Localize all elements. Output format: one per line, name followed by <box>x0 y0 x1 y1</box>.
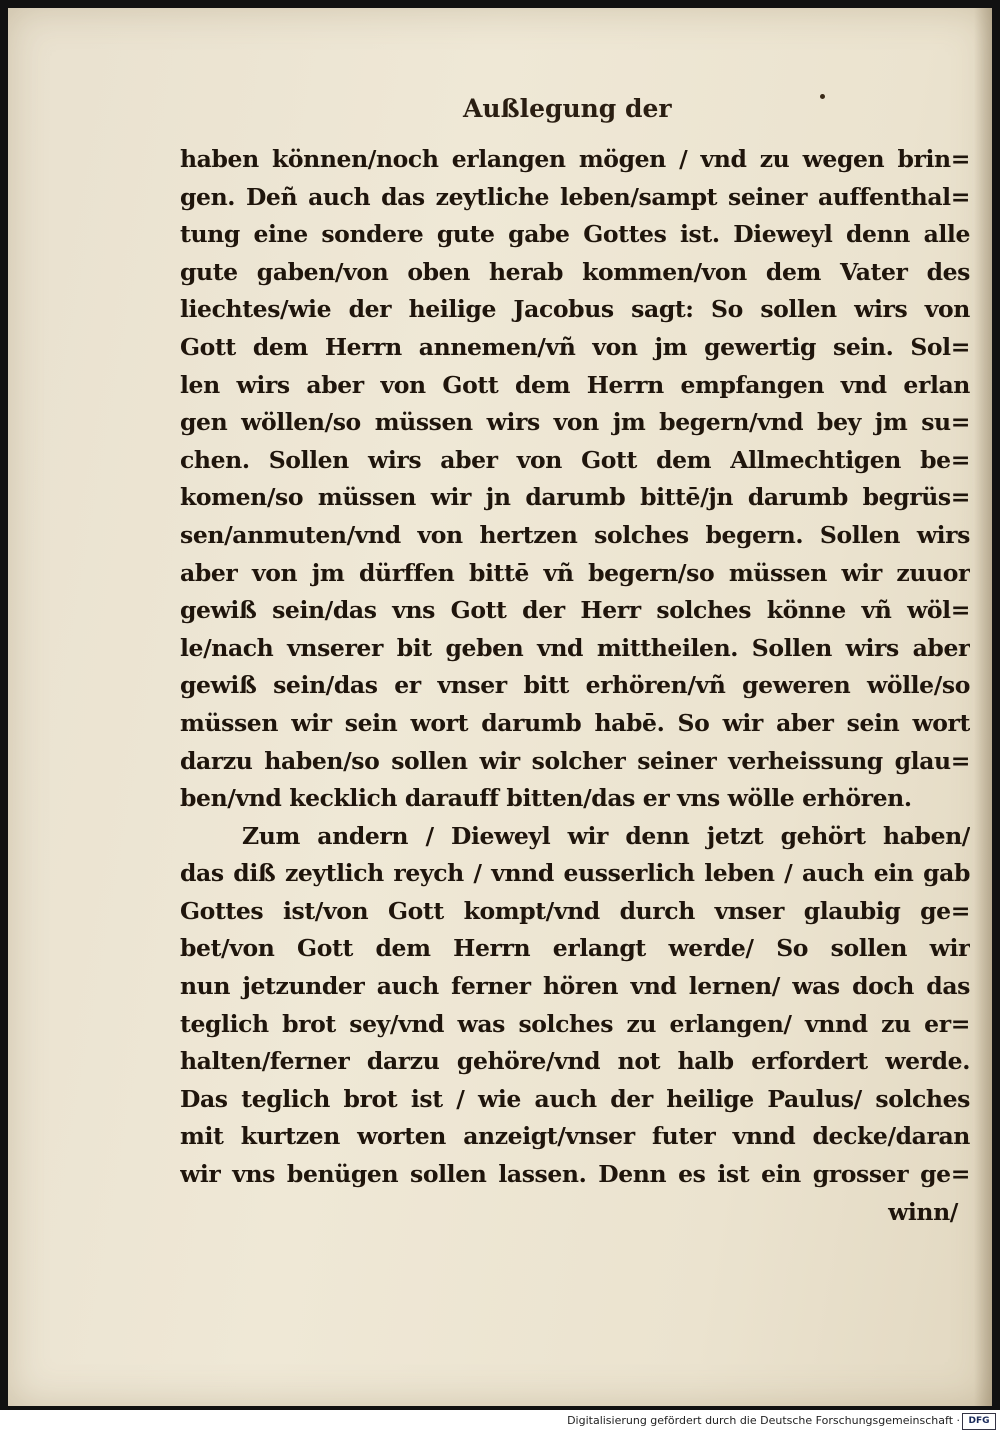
text-line: komen/so müssen wir jn darumb bittē/jn darumb begrüs= <box>180 483 970 512</box>
text-line: le/nach vnserer bit geben vnd mittheilen. Sollen wirs aber <box>180 633 970 662</box>
book-page <box>8 8 992 1406</box>
text-line: gen wöllen/so müssen wirs von jm begern/vnd bey jm su= <box>180 408 970 437</box>
digitization-footer <box>0 1410 1000 1433</box>
text-line: teglich brot sey/vnd was solches zu erlangen/ vnnd zu er= <box>180 1009 970 1038</box>
text-line: liechtes/wie der heilige Jacobus sagt: So sollen wirs von <box>180 295 970 324</box>
text-line: bet/von Gott dem Herrn erlangt werde/ So sollen wir <box>180 934 970 963</box>
funding-credit: Digitalisierung gefördert durch die Deutsche Forschungsgemeinschaft · <box>567 1414 960 1427</box>
text-line: gute gaben/von oben herab kommen/von dem Vater des <box>180 257 970 286</box>
text-line: gen. Deñ auch das zeytliche leben/sampt seiner auffenthal= <box>180 182 970 211</box>
text-line: Das teglich brot ist / wie auch der heilige Paulus/ solches <box>180 1084 970 1113</box>
running-head: Außlegung der <box>463 94 672 123</box>
text-line: das diß zeytlich reych / vnnd eusserlich leben / auch ein gab <box>180 859 970 888</box>
text-line: haben können/noch erlangen mögen / vnd zu wegen brin= <box>180 145 970 173</box>
paragraph-start-line: Zum andern / Dieweyl wir denn jetzt gehört haben/ <box>242 821 970 850</box>
text-line: nun jetzunder auch ferner hören vnd lernen/ was doch das <box>180 972 970 1001</box>
body-text <box>180 141 970 1231</box>
text-line: ben/vnd kecklich darauff bitten/das er vns wölle erhören. <box>180 784 912 813</box>
ink-speck <box>820 94 825 99</box>
text-line: len wirs aber von Gott dem Herrn empfangen vnd erlan <box>180 370 970 399</box>
text-line: mit kurtzen worten anzeigt/vnser futer vnnd decke/daran <box>180 1122 970 1151</box>
dfg-logo-icon[interactable]: DFG <box>962 1413 996 1430</box>
text-line: aber von jm dürffen bittē vñ begern/so müssen wir zuuor <box>180 558 970 587</box>
text-line: wir vns benügen sollen lassen. Denn es ist ein grosser ge= <box>180 1160 970 1189</box>
text-line: Gott dem Herrn annemen/vñ von jm gewertig sein. Sol= <box>180 332 970 361</box>
text-line: chen. Sollen wirs aber von Gott dem Allmechtigen be= <box>180 445 970 474</box>
text-line: müssen wir sein wort darumb habē. So wir aber sein wort <box>180 708 970 737</box>
text-line: gewiß sein/das vns Gott der Herr solches könne vñ wöl= <box>180 596 970 625</box>
text-line: gewiß sein/das er vnser bitt erhören/vñ geweren wölle/so <box>180 671 970 700</box>
text-line: halten/ferner darzu gehöre/vnd not halb erfordert werde. <box>180 1047 970 1076</box>
text-line: darzu haben/so sollen wir solcher seiner verheissung glau= <box>180 746 970 775</box>
catchword: winn/ <box>888 1197 958 1226</box>
text-line: tung eine sondere gute gabe Gottes ist. Dieweyl denn alle <box>180 220 970 249</box>
text-line: Gottes ist/von Gott kompt/vnd durch vnser glaubig ge= <box>180 896 970 925</box>
text-line: sen/anmuten/vnd von hertzen solches begern. Sollen wirs <box>180 520 970 549</box>
